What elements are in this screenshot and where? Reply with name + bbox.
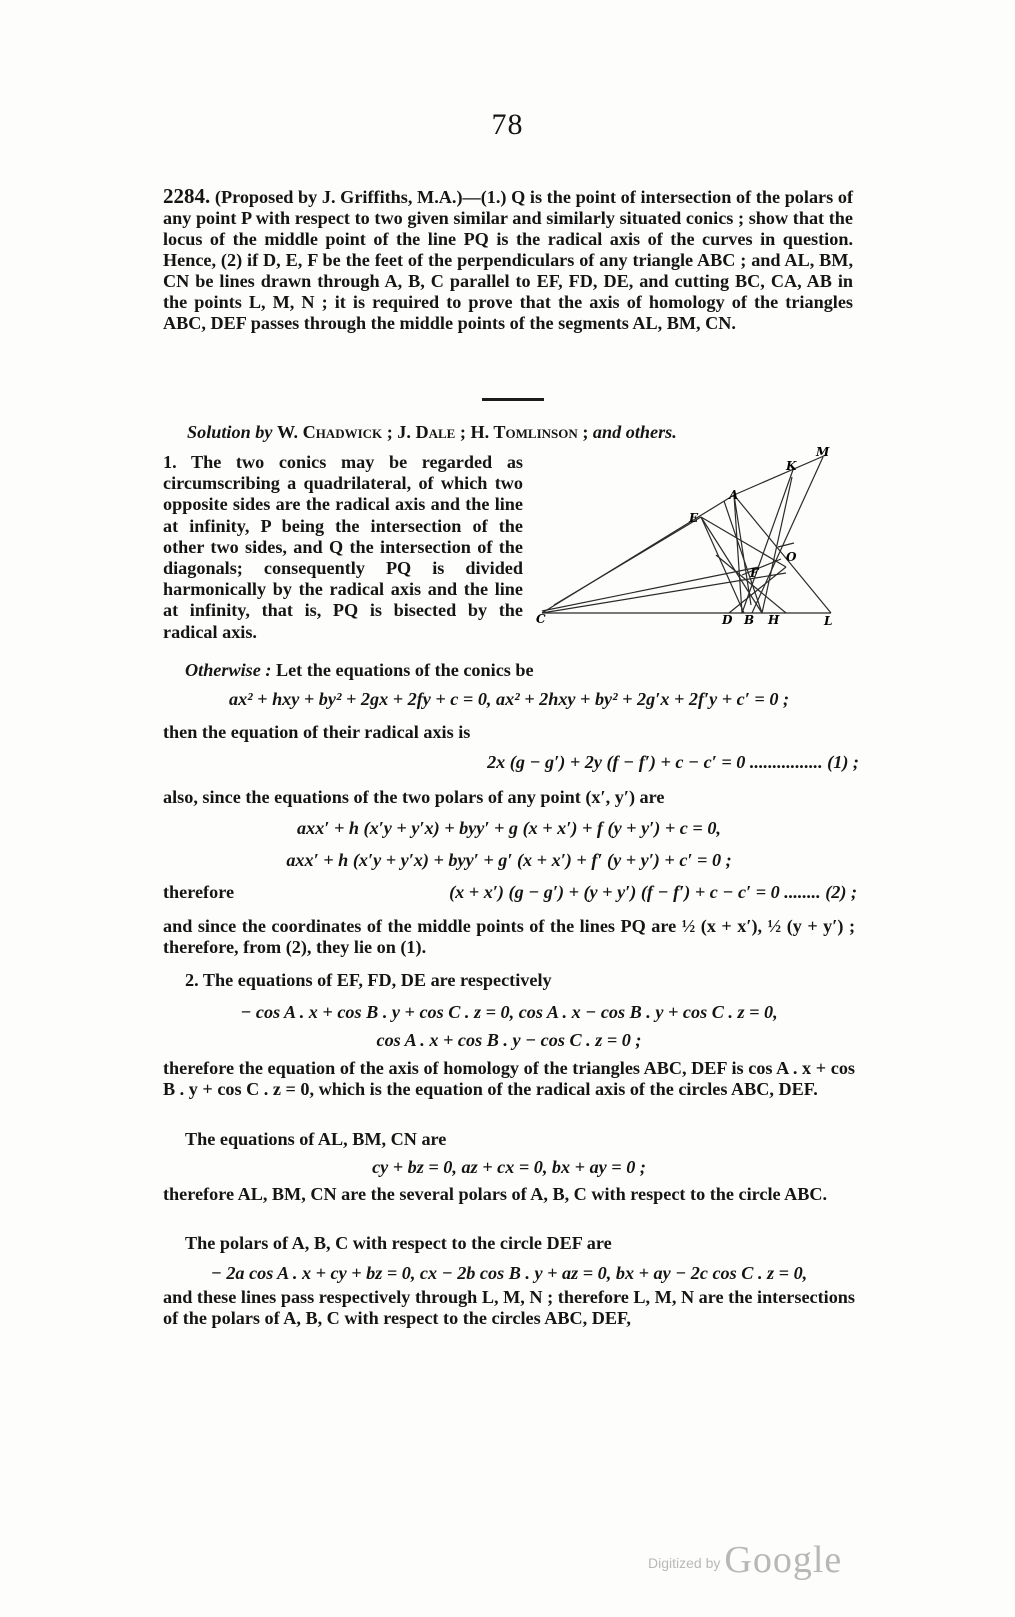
label-m: M (816, 445, 830, 459)
solution-part-1: 1. The two conics may be regarded as circumscribing a quadrilateral, of which two opposite sides are the radical axis and the line at infinity, P being the intersection of the other two sides, and Q the intersection of the diagonals; consequently PQ is divided harmonically by the radical axis and the line at infinity, that is, PQ is bisected by the radical axis. (163, 452, 523, 642)
watermark-prefix: Digitized by (648, 1555, 721, 1571)
line-dk (742, 467, 794, 613)
solution-suffix: and others. (592, 422, 677, 442)
label-d: D (722, 613, 733, 627)
final-paragraph: and these lines pass respectively through L, M, N ; therefore L, M, N are the intersections of the polars of A, B, C with respect to the circles ABC, DEF, (163, 1287, 855, 1328)
problem-statement (163, 186, 853, 334)
equation-polar-2: axx′ + h (x′y + y′x) + byy′ + g′ (x + x′) + f′ (y + y′) + c′ = 0 ; (286, 850, 732, 870)
equation-al-bm-cn: cy + bz = 0, az + cx = 0, bx + ay = 0 ; (372, 1157, 646, 1177)
line-am (734, 455, 826, 495)
solution-prefix: Solution by (187, 422, 273, 442)
equation-conics: ax² + hxy + by² + 2gx + 2fy + c = 0, ax² + 2hxy + by² + 2g′x + 2f′y + c′ = 0 ; (228, 689, 790, 709)
line-af (734, 495, 751, 605)
midpoints-paragraph: and since the coordinates of the middle points of the lines PQ are ½ (x + x′), ½ (y + y′) ; therefore, from (2), they lie on (1). (163, 916, 855, 957)
figure-svg (536, 445, 858, 647)
line-ed (701, 517, 744, 613)
problem-text: (Proposed by J. Griffiths, M.A.)—(1.) Q is the point of intersection of the polars of any point P with respect to two given similar and similarly situated conics ; show that the locus of the middle point of the line PQ is the radical axis of the curves in question. Hence, (2) if D, E, F be the feet of the perpendiculars of any triangle ABC ; and AL, BM, CN be lines drawn through A, B, C parallel to EF, FD, DE, and cutting BC, CA, AB in the points L, M, N ; it is required to prove that the axis of homology of the triangles ABC, DEF passes through the middle points of the segments AL, BM, CN. (163, 187, 853, 333)
label-c: C (536, 612, 546, 626)
label-l: L (824, 614, 833, 628)
polars-intro: also, since the equations of the two polars of any point (x′, y′) are (163, 787, 665, 807)
problem-number: 2284. (163, 184, 211, 208)
altitude-ad (734, 495, 742, 613)
digitized-watermark (648, 1538, 842, 1582)
label-o: O (786, 550, 797, 564)
part-2-intro: 2. The equations of EF, FD, DE are respectively (185, 970, 552, 990)
polars-def-intro: The polars of A, B, C with respect to the circle DEF are (185, 1233, 612, 1253)
label-k: K (786, 459, 797, 473)
otherwise-text: Let the equations of the conics be (275, 660, 534, 680)
otherwise-label: Otherwise : (185, 660, 272, 680)
section-divider (482, 398, 544, 401)
label-h: H (768, 613, 780, 627)
equation-polar-1: axx′ + h (x′y + y′x) + byy′ + g (x + x′) + f (y + y′) + c = 0, (297, 818, 721, 838)
label-e: E (689, 511, 699, 525)
google-logo: Google (724, 1539, 843, 1581)
otherwise-paragraph (163, 660, 855, 681)
geometry-figure (536, 445, 858, 647)
therefore-label: therefore (163, 882, 235, 902)
line-ce (554, 517, 701, 605)
label-a: A (729, 488, 739, 502)
line-o (778, 543, 794, 547)
radical-axis-intro: then the equation of their radical axis is (163, 722, 471, 742)
label-b: B (744, 613, 755, 627)
equation-de: cos A . x + cos B . y − cos C . z = 0 ; (376, 1030, 642, 1050)
line-f (742, 559, 781, 575)
polars-abc-paragraph: therefore AL, BM, CN are the several polars of A, B, C with respect to the circle ABC. (163, 1184, 828, 1204)
line-ab (724, 501, 762, 613)
line-eb (701, 517, 762, 613)
equation-therefore: (x + x′) (g − g′) + (y + y′) (f − f′) + c − c′ = 0 ........ (2) ; (449, 882, 857, 902)
page-number: 78 (491, 108, 524, 141)
homology-paragraph: therefore the equation of the axis of homology of the triangles ABC, DEF is cos A . x + cos B . y + cos C . z = 0, which is the equation of the radical axis of the circles ABC, DEF. (163, 1058, 855, 1099)
label-f: F (750, 566, 759, 580)
equation-ef-fd: − cos A . x + cos B . y + cos C . z = 0, cos A . x − cos B . y + cos C . z = 0, (240, 1002, 778, 1022)
solution-credits (187, 422, 857, 443)
equation-radical-axis: 2x (g − g′) + 2y (f − f′) + c − c′ = 0 ................ (1) ; (487, 752, 859, 772)
al-bm-cn-intro: The equations of AL, BM, CN are (185, 1129, 447, 1149)
equation-polars-def: − 2a cos A . x + cy + bz = 0, cx − 2b cos B . y + az = 0, bx + ay − 2c cos C . z = 0, (210, 1263, 808, 1283)
solution-authors: W. Chadwick ; J. Dale ; H. Tomlinson ; (276, 422, 589, 442)
